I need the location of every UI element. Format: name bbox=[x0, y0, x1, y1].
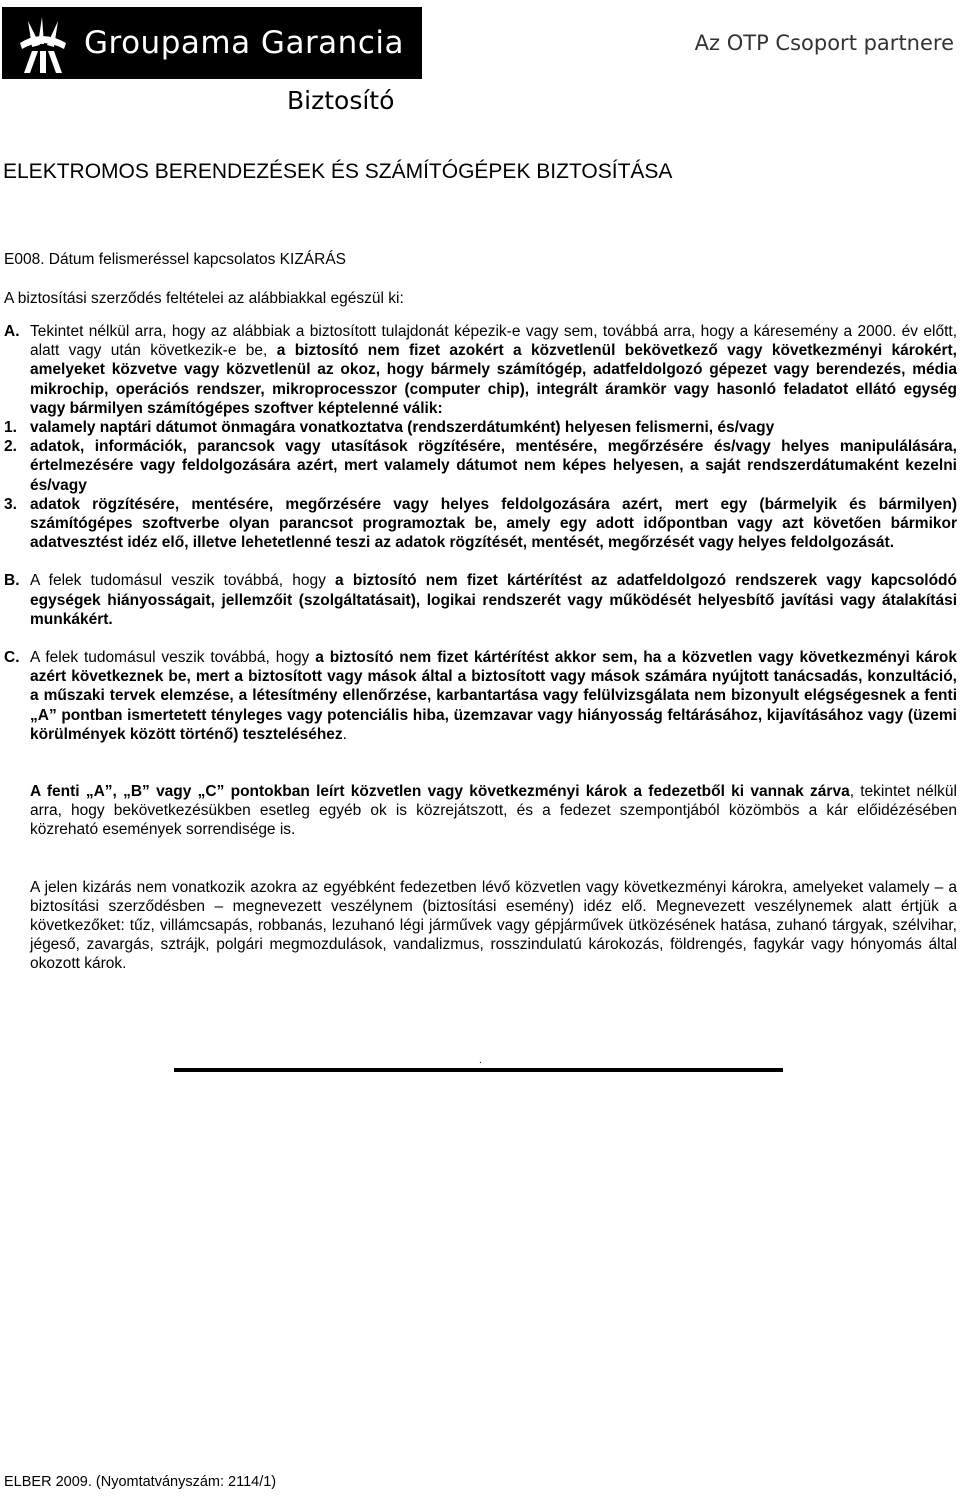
section-c: C. A felek tudomásul veszik továbbá, hogy a biztosító nem fizet kártérítést akkor sem, ha a közvetlen vagy következményi károk azért következnek be, mert a biztosított vagy mások által a biztosított vagy mások számára nyújtott tanácsadás, konzultáció, a műszaki tervek elemzése, a létesítmény ellenőrzése, karbantartása vagy felülvizsgálata nem bizonyult elégségesnek a fenti „A” pontban ismertetett tényleges vagy potenciális hiba, üzemzavar vagy hiányosság feltárásához, kijavításához vagy (üzemi körülmények között történő) teszteléséhez. bbox=[4, 649, 957, 743]
section-a-bold-text: a biztosító nem fizet azokért a közvetlenül bekövetkező vagy következményi károkért, amelyeket közvetve vagy közvetlenül az okoz, hogy bármely számítógép, adatfeldolgozó gépezet vagy berendezés, média mikrochip, operációs rendszer, mikroprocesszor (computer chip), integrált áramkör vagy hasonló feladatot ellátó egység vagy bármilyen számítógépes szoftver képtelenné válik: bbox=[30, 342, 957, 417]
footer-form-number: ELBER 2009. (Nyomtatványszám: 2114/1) bbox=[4, 1474, 277, 1490]
section-b-label: B. bbox=[4, 572, 20, 590]
section-a-list bbox=[4, 418, 957, 552]
exclusion-paragraph: A fenti „A”, „B” vagy „C” pontokban leírt közvetlen vagy következményi károk a fedezetből ki vannak zárva, tekintet nélkül arra, hogy bekövetkezésükben esetleg egyéb ok is közrejátszott, és a fedezet szempontjából közömbös a kár előidézésében közreható események sorrendisége is. bbox=[30, 783, 957, 839]
section-a bbox=[4, 322, 957, 418]
list-item: 1. valamely naptári dátumot önmagára vonatkoztatva (rendszerdátumként) helyesen felismerni, és/vagy bbox=[4, 419, 775, 437]
list-item: 2. adatok, információk, parancsok vagy utasítások rögzítésére, mentésére, megőrzésére és/vagy helyes manipulálására, értelmezésére vagy feldolgozására azért, mert valamely dátumot nem képes helyesen, a saját rendszerdátumaként kezelni és/vagy bbox=[4, 438, 957, 494]
groupama-logo-icon bbox=[2, 7, 84, 79]
page-title: ELEKTROMOS BERENDEZÉSEK ÉS SZÁMÍTÓGÉPEK BIZTOSÍTÁSA bbox=[3, 160, 673, 183]
named-perils-paragraph: A jelen kizárás nem vonatkozik azokra az egyébként fedezetben lévő közvetlen vagy következményi károkra, amelyeket valamely – a biztosítási szerződésben – megnevezett veszélynem (biztosítási esemény) idéz elő. Megnevezett veszélynemek alatt értjük a következőket: tűz, villámcsapás, robbanás, lezuhanó légi járművek vagy gépjárművek ütközésének hatása, zuhanó tárgyak, szélvihar, jégeső, zavargás, sztrájk, polgári megmozdulások, vandalizmus, rosszindulatú károkozás, földrengés, fagykár vagy hónyomás által okozott károk. bbox=[30, 878, 957, 973]
separator-dot: . bbox=[479, 1055, 482, 1066]
section-a-text: Tekintet nélkül arra, hogy az alábbiak a biztosított tulajdonát képezik-e vagy sem, továbbá arra, hogy a káresemény a 2000. év előtt, alatt vagy után következik-e be, bbox=[30, 323, 957, 360]
section-c-label: C. bbox=[4, 649, 20, 667]
partner-tagline: Az OTP Csoport partnere bbox=[694, 31, 954, 55]
section-a-label: A. bbox=[4, 323, 20, 340]
clause-body bbox=[4, 322, 957, 974]
brand-name: Groupama Garancia bbox=[84, 25, 404, 61]
list-item: 3. adatok rögzítésére, mentésére, megőrzésére vagy helyes feldolgozására azért, mert egy (bármelyik és bármilyen) számítógépes szoftverbe olyan parancsot programoztak be, amely egy adott időpontban vagy azt követően bármikor adatvesztést idéz elő, illetve lehetetlenné teszi az adatok rögzítését, mentését, megőrzését vagy helyes feldolgozását. bbox=[4, 495, 957, 552]
section-b: B. A felek tudomásul veszik továbbá, hogy a biztosító nem fizet kártérítést az adatfeldolgozó rendszerek vagy kapcsolódó egységek hiányosságait, jellemzőit (szolgáltatásait), logikai rendszerét vagy működését helyesbítő javítási vagy átalakítási munkákért. bbox=[4, 572, 957, 628]
intro-text: A biztosítási szerződés feltételei az alábbiakkal egészül ki: bbox=[4, 290, 404, 307]
separator-line bbox=[174, 1068, 783, 1072]
subbrand-label: Biztosító bbox=[287, 86, 395, 115]
brand-logo bbox=[2, 7, 422, 79]
clause-code-title: E008. Dátum felismeréssel kapcsolatos KIZÁRÁS bbox=[4, 251, 346, 268]
